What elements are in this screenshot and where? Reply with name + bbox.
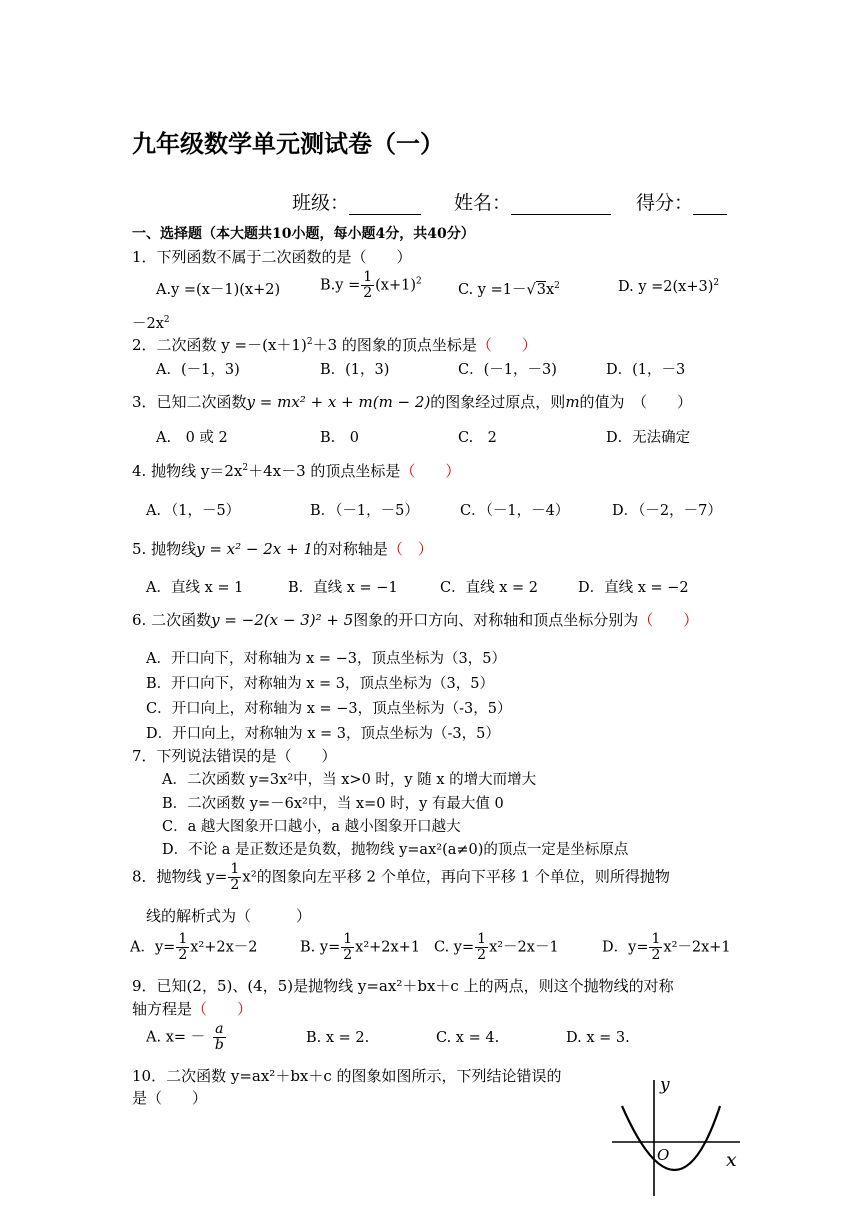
q2-option-b: B．(1，3) <box>320 362 390 378</box>
section-heading: 一、选择题（本大题共10小题，每小题4分，共40分） <box>132 226 475 242</box>
q5-option-b: B．直线 x = −1 <box>288 580 398 596</box>
q9-stem: 9．已知(2，5)、(4，5)是抛物线 y=ax²＋bx＋c 上的两点，则这个抛物线的对称 <box>132 977 674 995</box>
q7-option-a: A．二次函数 y=3x²中，当 x>0 时，y 随 x 的增大而增大 <box>162 772 537 788</box>
q4-option-d: D．（－2，－7） <box>612 503 722 519</box>
q6-option-d: D．开口向上，对称轴为 x = 3，顶点坐标为（-3，5） <box>146 726 500 742</box>
q6-expression: y = −2(x − 3)² + 5 <box>211 611 354 629</box>
q7-option-b: B．二次函数 y=－6x²中，当 x=0 时，y 有最大值 0 <box>162 796 504 812</box>
q4-option-b: B．（－1，－5） <box>310 503 419 519</box>
q1-option-d-continued: $-2x^2$ <box>132 315 170 332</box>
name-label: 姓名： <box>454 188 611 215</box>
q6-answer-paren: （ ） <box>638 611 699 629</box>
q6-option-b: B．开口向下，对称轴为 x = 3，顶点坐标为（3，5） <box>146 676 494 692</box>
q3-stem: 3．已知二次函数y = mx² + x + m(m − 2)的图象经过原点，则m的值为 （ ） <box>132 393 693 411</box>
q3-option-c: C. 2 <box>458 430 497 446</box>
q3-option-b: B. 0 <box>320 430 359 446</box>
q5-stem: 5. 抛物线y = x² − 2x + 1的对称轴是（ ） <box>132 540 433 558</box>
origin-label: O <box>657 1146 670 1164</box>
q1-option-d: D. $y =2(x+3)^2$ <box>618 278 720 295</box>
q1-option-b: B.y = $\frac{1}{2}$ $(x+1)^2$ <box>320 269 422 301</box>
q8-option-c: C. y= $\frac{1}{2}$ x²－2x－1 <box>434 931 559 963</box>
q10-stem: 10．二次函数 y=ax²＋bx＋c 的图象如图所示，下列结论错误的 <box>132 1067 562 1085</box>
q9-option-a: A. x= － $\frac{a}{b}$ <box>146 1021 224 1053</box>
q5-answer-paren: （ ） <box>387 540 433 558</box>
q9-option-d: D. x = 3. <box>566 1030 630 1046</box>
q1-option-a: A.y =(x－1)(x+2) <box>156 282 281 298</box>
score-label: 得分： <box>636 188 727 215</box>
q4-stem: 4. 抛物线 $y=2x^2+4x-3$ 的顶点坐标是（ ） <box>132 462 461 480</box>
q6-stem: 6. 二次函数y = −2(x − 3)² + 5图象的开口方向、对称轴和顶点坐标分别为（ ） <box>132 611 699 629</box>
q4-answer-paren: （ ） <box>400 462 461 480</box>
parabola-graph <box>608 1074 768 1198</box>
q5-option-c: C．直线 x = 2 <box>440 580 538 596</box>
q2-option-c: C．(－1，－3) <box>458 362 557 378</box>
q9-option-b: B. x = 2. <box>306 1030 370 1046</box>
q9-stem-line2: 轴方程是（ ） <box>132 1000 253 1018</box>
q8-option-d: D．y= $\frac{1}{2}$ x²－2x+1 <box>602 931 731 963</box>
q6-option-a: A．开口向下，对称轴为 x = −3，顶点坐标为（3，5） <box>146 651 506 667</box>
class-label: 班级： <box>292 188 421 215</box>
q6-option-c: C．开口向上，对称轴为 x = −3，顶点坐标为（-3，5） <box>146 701 512 717</box>
q7-option-d: D．不论 a 是正数还是负数，抛物线 y=ax²(a≠0)的顶点一定是坐标原点 <box>162 842 629 858</box>
q1-stem: 1．下列函数不属于二次函数的是（ ） <box>132 248 412 266</box>
q8-option-b: B. y= $\frac{1}{2}$ x²+2x+1 <box>300 931 421 963</box>
q8-stem: 8．抛物线 y= $\frac{1}{2}$ x²的图象向左平移 2 个单位，再向下平移 1 个单位，则所得抛物 <box>132 861 670 893</box>
q8-stem-line2: 线的解析式为（ ） <box>146 907 312 925</box>
q3-option-d: D．无法确定 <box>606 430 691 446</box>
q1-option-c: C. $y =1-√3x^2$ <box>458 281 560 298</box>
q5-expression: y = x² − 2x + 1 <box>196 540 313 558</box>
q7-option-c: C．a 越大图象开口越小，a 越小图象开口越大 <box>162 819 461 835</box>
parabola-curve <box>622 1106 720 1170</box>
q2-option-d: D．(1，－3 <box>606 362 686 378</box>
score-blank[interactable] <box>693 196 727 215</box>
q2-answer-paren: （ ） <box>476 336 537 354</box>
y-axis-label: y <box>660 1075 670 1095</box>
q3-option-a: A. 0 或 2 <box>156 430 228 446</box>
page-title: 九年级数学单元测试卷（一） <box>132 129 444 158</box>
q9-option-c: C. x = 4. <box>436 1030 500 1046</box>
q5-option-a: A．直线 x = 1 <box>146 580 244 596</box>
q4-option-a: A．（1，－5） <box>146 503 241 519</box>
q9-answer-paren: （ ） <box>192 1000 253 1018</box>
q2-option-a: A．(－1，3) <box>156 362 240 378</box>
q7-stem: 7．下列说法错误的是（ ） <box>132 747 337 765</box>
q8-option-a: A．y= $\frac{1}{2}$ x²+2x－2 <box>130 931 258 963</box>
q5-option-d: D．直线 x = −2 <box>578 580 689 596</box>
x-axis-label: x <box>726 1149 737 1171</box>
q3-expression: y = mx² + x + m(m − 2) <box>246 393 431 411</box>
q2-stem: 2．二次函数 $y =-(x+1)^2+3$ 的图象的顶点坐标是（ ） <box>132 336 537 354</box>
q10-stem-line2: 是（ ） <box>132 1089 208 1107</box>
class-blank[interactable] <box>349 196 421 215</box>
name-blank[interactable] <box>511 196 611 215</box>
q4-option-c: C．（－1，－4） <box>460 503 570 519</box>
